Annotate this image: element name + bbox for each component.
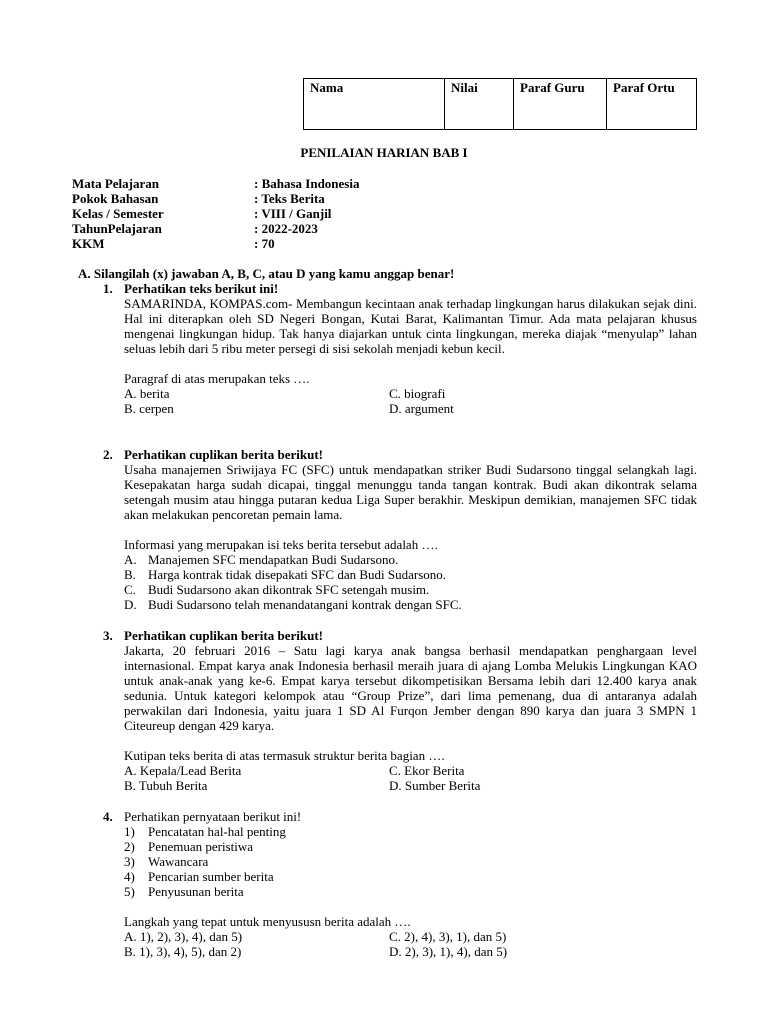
step-number: 2) xyxy=(124,839,135,854)
option-d[interactable]: D. 2), 3), 1), 4), dan 5) xyxy=(389,944,508,959)
info-value: : 70 xyxy=(254,236,275,251)
option-c[interactable]: C. 2), 4), 3), 1), dan 5) xyxy=(389,929,507,944)
question-number: 3. xyxy=(103,628,113,643)
step-number: 4) xyxy=(124,869,135,884)
step-number: 5) xyxy=(124,884,135,899)
option-d[interactable] xyxy=(124,597,697,612)
option-letter: D. xyxy=(124,597,137,612)
info-label: Mata Pelajaran xyxy=(72,176,160,191)
question-2 xyxy=(103,447,697,612)
question-1 xyxy=(103,281,697,416)
question-prompt: Langkah yang tepat untuk menyususn berita adalah …. xyxy=(124,914,411,929)
option-c[interactable] xyxy=(124,582,697,597)
step-number: 1) xyxy=(124,824,135,839)
option-letter: A. xyxy=(124,552,137,567)
list-item xyxy=(124,824,697,839)
section-heading: A. Silangilah (x) jawaban A, B, C, atau D yang kamu anggap benar! xyxy=(78,266,455,281)
list-item xyxy=(124,839,697,854)
info-value: : Bahasa Indonesia xyxy=(254,176,360,191)
question-heading: Perhatikan teks berikut ini! xyxy=(124,281,279,296)
info-row xyxy=(72,176,359,191)
option-c[interactable]: C. Ekor Berita xyxy=(389,763,465,778)
list-item xyxy=(124,884,697,899)
option-d[interactable]: D. argument xyxy=(389,401,454,416)
question-passage: Jakarta, 20 februari 2016 – Satu lagi karya anak bangsa berhasil mendapatkan penghargaan level internasional. Empat karya anak Indonesia berhasil meraih juara di ajang Lomba Melukis Lingkungan KAO untuk anak-anak yang ke-6. Empat karya tersebut dikompetisikan Bersama lebih dari 12.400 karya anak sedunia. Untuk kategori kelompok atau “Group Prize”, dari lima pemenang, dua di antaranya adalah perwakilan dari Indonesia, yaitu juara 1 SD Al Furqon Jember dengan 890 karya dan juara 3 SMPN 1 Citeureup dengan 429 karya. xyxy=(124,643,697,733)
cell-nilai: Nilai xyxy=(445,79,514,130)
step-text: Penemuan peristiwa xyxy=(148,839,254,854)
info-row xyxy=(72,191,325,206)
step-text: Wawancara xyxy=(148,854,209,869)
step-text: Pencarian sumber berita xyxy=(148,869,274,884)
question-passage: SAMARINDA, KOMPAS.com- Membangun kecintaan anak terhadap lingkungan harus dilakukan sejak dini. Hal ini diterapkan oleh SD Negeri Bongan, Kutai Barat, Kalimantan Timur. Ada mata pelajaran khusus mengenai lingkungan hidup. Tak hanya diajarkan untuk cinta lingkungan, mereka diajak “menyulap” lahan seluas lebih dari 5 ribu meter persegi di sisi sekolah menjadi kebun kecil. xyxy=(124,296,697,356)
info-row xyxy=(72,221,318,236)
info-label: Pokok Bahasan xyxy=(72,191,159,206)
option-b[interactable]: B. 1), 3), 4), 5), dan 2) xyxy=(124,944,242,959)
list-item xyxy=(124,869,697,884)
question-passage: Usaha manajemen Sriwijaya FC (SFC) untuk mendapatkan striker Budi Sudarsono tinggal selangkah lagi. Kesepakatan harga sudah dicapai, tinggal menunggu tanda tangan kontrak. Budi akan dikontrak selama setengah musim atau hingga putaran kedua Liga Super berakhir. Meskipun demikian, manajemen SFC tidak akan melakukan pencoretan pemain lama. xyxy=(124,462,697,522)
option-text: Manajemen SFC mendapatkan Budi Sudarsono. xyxy=(148,552,399,567)
info-value: : Teks Berita xyxy=(254,191,325,206)
step-text: Pencatatan hal-hal penting xyxy=(148,824,286,839)
info-label: TahunPelajaran xyxy=(72,221,162,236)
info-value: : 2022-2023 xyxy=(254,221,318,236)
info-label: Kelas / Semester xyxy=(72,206,164,221)
question-number: 1. xyxy=(103,281,113,296)
question-3 xyxy=(103,628,697,793)
option-letter: C. xyxy=(124,582,136,597)
question-4 xyxy=(103,809,697,959)
page-title: PENILAIAN HARIAN BAB I xyxy=(300,145,468,160)
option-text: Harga kontrak tidak disepakati SFC dan Budi Sudarsono. xyxy=(148,567,447,582)
question-heading: Perhatikan cuplikan berita berikut! xyxy=(124,447,323,462)
cell-nama: Nama xyxy=(304,79,445,130)
question-prompt: Kutipan teks berita di atas termasuk struktur berita bagian …. xyxy=(124,748,445,763)
question-heading: Perhatikan pernyataan berikut ini! xyxy=(124,809,302,824)
option-text: Budi Sudarsono akan dikontrak SFC setengah musim. xyxy=(148,582,430,597)
option-a[interactable]: A. Kepala/Lead Berita xyxy=(124,763,242,778)
question-prompt: Informasi yang merupakan isi teks berita tersebut adalah …. xyxy=(124,537,438,552)
info-row xyxy=(72,206,331,221)
cell-paraf-guru: Paraf Guru xyxy=(514,79,607,130)
question-prompt: Paragraf di atas merupakan teks …. xyxy=(124,371,310,386)
cell-paraf-ortu: Paraf Ortu xyxy=(607,79,697,130)
option-d[interactable]: D. Sumber Berita xyxy=(389,778,481,793)
question-number: 4. xyxy=(103,809,113,824)
option-a[interactable]: A. berita xyxy=(124,386,170,401)
option-b[interactable]: B. cerpen xyxy=(124,401,174,416)
option-a[interactable] xyxy=(124,552,697,567)
info-value: : VIII / Ganjil xyxy=(254,206,332,221)
step-text: Penyusunan berita xyxy=(148,884,244,899)
option-b[interactable]: B. Tubuh Berita xyxy=(124,778,208,793)
option-a[interactable]: A. 1), 2), 3), 4), dan 5) xyxy=(124,929,243,944)
question-number: 2. xyxy=(103,447,113,462)
option-b[interactable] xyxy=(124,567,697,582)
option-text: Budi Sudarsono telah menandatangani kontrak dengan SFC. xyxy=(148,597,462,612)
option-c[interactable]: C. biografi xyxy=(389,386,446,401)
list-item xyxy=(124,854,697,869)
info-row xyxy=(72,236,275,251)
step-number: 3) xyxy=(124,854,135,869)
signature-table xyxy=(303,78,697,130)
question-heading: Perhatikan cuplikan berita berikut! xyxy=(124,628,323,643)
option-letter: B. xyxy=(124,567,136,582)
info-label: KKM xyxy=(72,236,105,251)
